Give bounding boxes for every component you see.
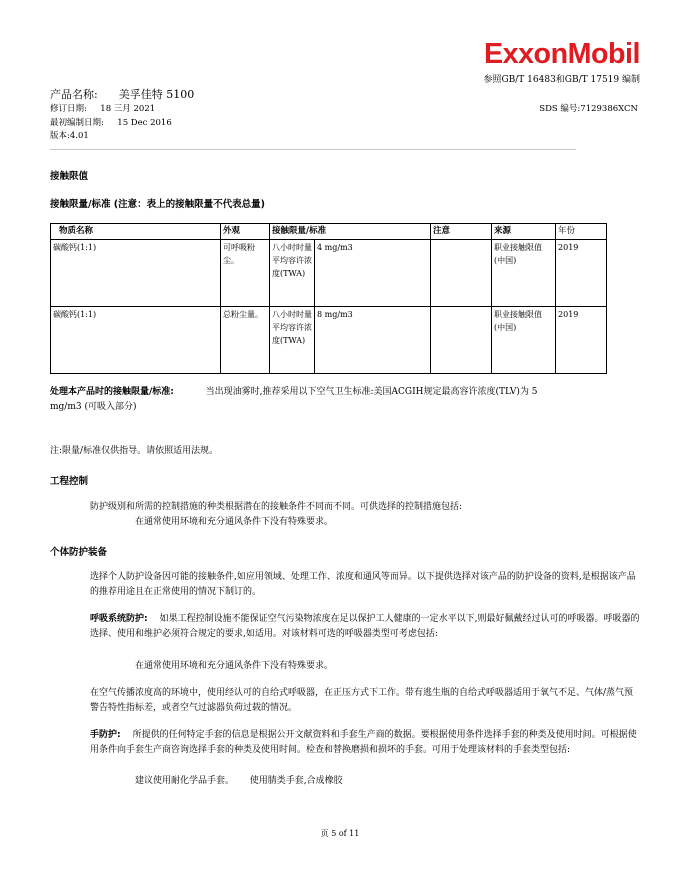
page-number: 页 5 of 11 (320, 829, 360, 838)
hand-sub-line (135, 773, 343, 786)
cell-year: 2019 (556, 307, 607, 374)
hand-sub-1: 建议使用耐化学品手套。 (135, 776, 235, 786)
first-date-line (50, 116, 172, 128)
respiratory-label: 呼吸系统防护: (90, 614, 148, 624)
sds-number-line (539, 102, 638, 114)
cell-substance: 碳酸钙(1:1) (51, 240, 221, 307)
header-divider (50, 149, 576, 150)
table-header-row (51, 224, 607, 240)
col-note: 注意 (431, 224, 492, 240)
col-source: 来源 (492, 224, 556, 240)
respiratory-paragraph (90, 612, 642, 642)
ppe-text: 选择个人防护设备因可能的接触条件,如应用领域、处理工作、浓度和通风等而异。以下提供选择对该产品的防护设备的资料,是根据该产品的推荐用途且在正常使用的情况下制订的。 (90, 572, 636, 597)
revision-date-line (50, 102, 155, 114)
cell-substance: 碳酸钙(1:1) (51, 307, 221, 374)
hand-sub-2: 使用腈类手套,合成橡胶 (249, 776, 343, 786)
first-date-label: 最初编制日期: (50, 118, 104, 128)
engineering-sub: 在通常使用环境和充分通风条件下没有特殊要求。 (135, 517, 334, 527)
logo-text: ExxonMobil (484, 38, 640, 68)
respiratory-sub: 在通常使用环境和充分通风条件下没有特殊要求。 (135, 661, 334, 671)
col-limit: 接触限量/标准 (270, 224, 431, 240)
exxonmobil-logo (484, 38, 642, 68)
col-year: 年份 (556, 224, 607, 240)
col-form: 外观 (221, 224, 270, 240)
hand-label: 手防护: (90, 730, 121, 740)
cell-year: 2019 (556, 240, 607, 307)
hand-paragraph (90, 728, 642, 758)
product-name: 美孚佳特 5100 (118, 88, 195, 101)
exposure-limits-table (50, 223, 607, 374)
revision-date-label: 修订日期: (50, 104, 87, 114)
product-label: 产品名称: (50, 88, 98, 101)
version: 版本:4.01 (50, 131, 89, 141)
handling-text-2: mg/m3 (可吸入部分) (50, 402, 137, 412)
cell-source: 职业接触限值 (中国) (492, 240, 556, 307)
table-row (51, 240, 607, 307)
cell-value: 4 mg/m3 (315, 240, 431, 307)
handling-label: 处理本产品时的接触限量/标准: (50, 387, 174, 397)
table-row (51, 307, 607, 374)
exxonmobil-logo-mark (484, 38, 642, 68)
product-name-line (50, 86, 194, 102)
cell-source: 职业接触限值 (中国) (492, 307, 556, 374)
cell-note (431, 307, 492, 374)
first-date: 15 Dec 2016 (117, 118, 172, 128)
sds-label: SDS 编号: (539, 104, 581, 114)
engineering-text: 防护级别和所需的控制措施的种类根据潜在的接触条件不同而不同。可供选择的控制措施包括: (90, 502, 463, 512)
cell-form: 总粉尘量。 (221, 307, 270, 374)
handling-line-1 (50, 384, 538, 397)
sds-number: 7129386XCN (580, 104, 638, 114)
cell-note (431, 240, 492, 307)
regulation-note: 注:限量/标准仅供指导。请依照适用法规。 (50, 446, 219, 456)
cell-type: 八小时时量平均容许浓度(TWA) (270, 240, 315, 307)
engineering-heading: 工程控制 (50, 476, 89, 487)
hand-text: 所提供的任何特定手套的信息是根据公开文献资料和手套生产商的数据。要根据使用条件选择手套的种类及使用时间。可根据使用条件向手套生产商咨询选择手套的种类及使用时间。检查和替换磨损和损坏的手套。可用于处理该材料的手套类型包括: (90, 730, 637, 755)
cell-type: 八小时时量平均容许浓度(TWA) (270, 307, 315, 374)
exposure-limits-heading: 接触限值 (50, 171, 89, 182)
reference-standard: 参照GB/T 16483和GB/T 17519 编制 (483, 75, 640, 85)
ppe-heading: 个体防护装备 (50, 547, 108, 558)
handling-text-1: 当出现油雾时,推荐采用以下空气卫生标准:美国ACGIH规定最高容许浓度(TLV)为 5 (205, 387, 538, 397)
respiratory-high-conc: 在空气传播浓度高的环境中，使用经认可的自给式呼吸器，在正压方式下工作。带有逃生瓶的自给式呼吸器适用于氧气不足、气体/蒸气预警告特性指标差，或者空气过滤器负荷过载的情况。 (90, 688, 634, 713)
cell-value: 8 mg/m3 (315, 307, 431, 374)
respiratory-text: 如果工程控制设施不能保证空气污染物浓度在足以保护工人健康的一定水平以下,则最好佩戴经过认可的呼吸器。呼吸器的选择、使用和维护必须符合规定的要求,如适用。对该材料可选的呼吸器类型可考虑包括: (90, 614, 640, 639)
col-substance: 物质名称 (51, 224, 221, 240)
revision-date: 18 三月 2021 (100, 104, 156, 114)
exposure-standards-heading: 接触限量/标准 (注意：表上的接触限量不代表总量) (50, 199, 265, 210)
cell-form: 可呼吸粉尘。 (221, 240, 270, 307)
